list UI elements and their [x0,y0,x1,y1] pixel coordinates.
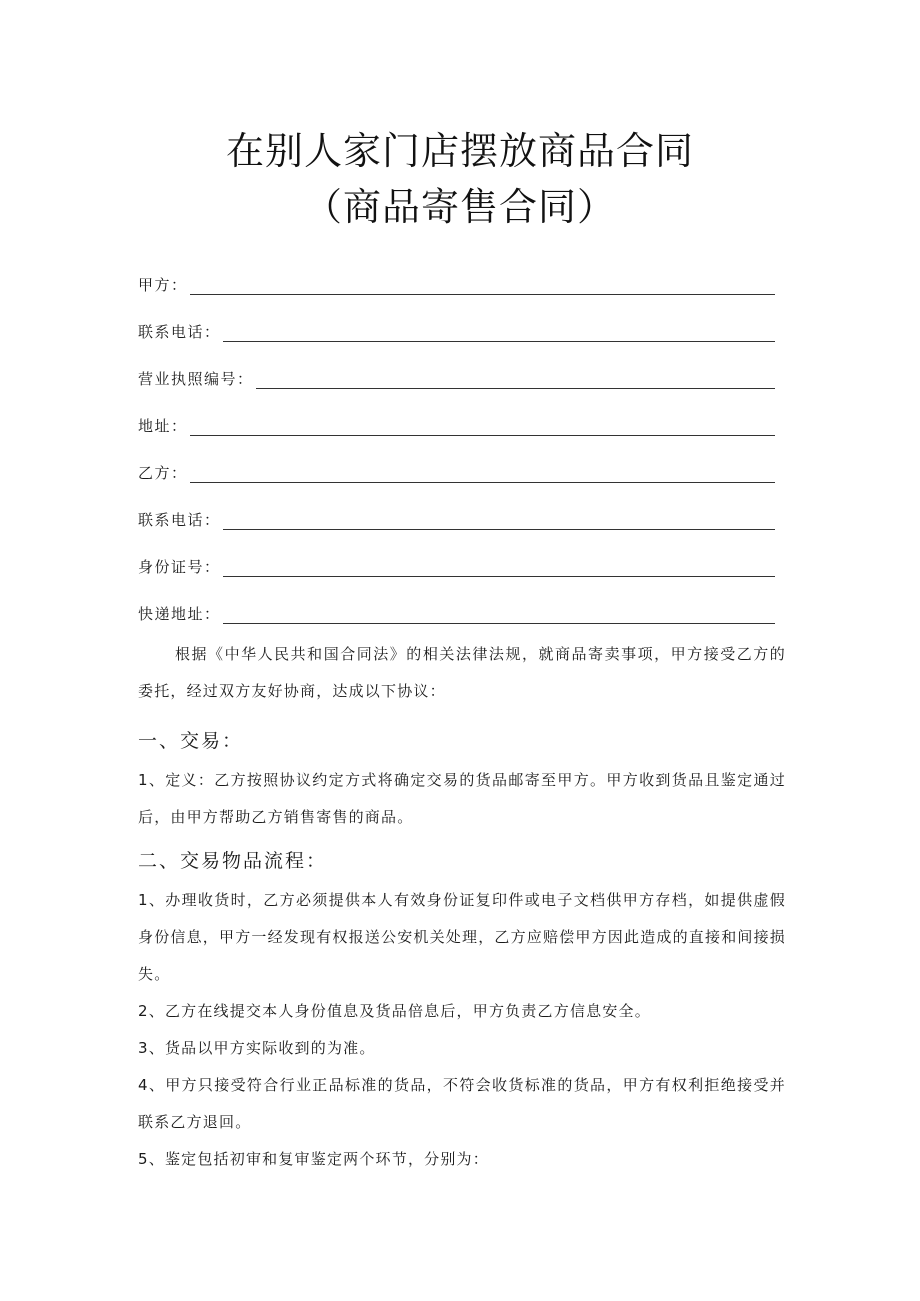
express-address-label: 快递地址： [138,605,221,623]
contract-title: 在别人家门店摆放商品合同 [225,129,694,173]
address-label: 地址： [138,417,188,435]
phone-a-blank[interactable] [223,323,775,342]
phone-a-label: 联系电话： [138,323,221,341]
license-label: 营业执照编号： [138,370,254,388]
party-b-field [138,459,775,483]
id-number-label: 身份证号： [138,558,221,576]
address-field [138,412,775,436]
section-2-item-4: 4、甲方只接受符合行业正品标准的货品，不符会收货标准的货品，甲方有权利拒绝接受并联系乙方退回。 [138,1076,786,1131]
phone-a-field [138,318,775,342]
id-number-blank[interactable] [223,558,775,577]
section-2-item-2: 2、乙方在线提交本人身份值息及货品倍息后，甲方负责乙方信息安全。 [138,1002,651,1020]
party-a-field [138,271,775,295]
express-address-field [138,600,775,624]
phone-b-field [138,506,775,530]
section-2-item-1: 1、办理收货时，乙方必须提供本人有效身份证复印件或电子文档供甲方存档，如提供虚假身份信息，甲方一经发现有权报送公安机关处理，乙方应赔偿甲方因此造成的直接和间接损失。 [138,891,787,983]
id-number-field [138,553,775,577]
license-blank[interactable] [256,370,775,389]
express-address-blank[interactable] [223,605,775,624]
address-blank[interactable] [190,417,775,436]
party-a-blank[interactable] [190,276,775,295]
section-2-heading: 二、交易物品流程： [138,850,328,872]
party-b-blank[interactable] [190,464,775,483]
intro-paragraph: 根据《中华人民共和国合同法》的相关法律法规，就商品寄卖事项，甲方接受乙方的委托，经过双方友好协商，达成以下协议： [138,645,786,700]
phone-b-blank[interactable] [223,511,775,530]
license-field [138,365,775,389]
party-a-label: 甲方： [138,276,188,294]
phone-b-label: 联系电话： [138,511,221,529]
contract-subtitle: （商品寄售合同） [303,185,616,229]
party-b-label: 乙方： [138,464,188,482]
section-2-item-3: 3、货品以甲方实际收到的为准。 [138,1039,376,1057]
section-1-item-1: 1、定义：乙方按照协议约定方式将确定交易的货品邮寄至甲方。甲方收到货品且鉴定通过后，由甲方帮助乙方销售寄售的商品。 [138,771,786,826]
section-2-item-5: 5、鉴定包括初审和复审鉴定两个环节，分别为： [138,1150,489,1168]
section-1-heading: 一、交易： [138,730,244,752]
